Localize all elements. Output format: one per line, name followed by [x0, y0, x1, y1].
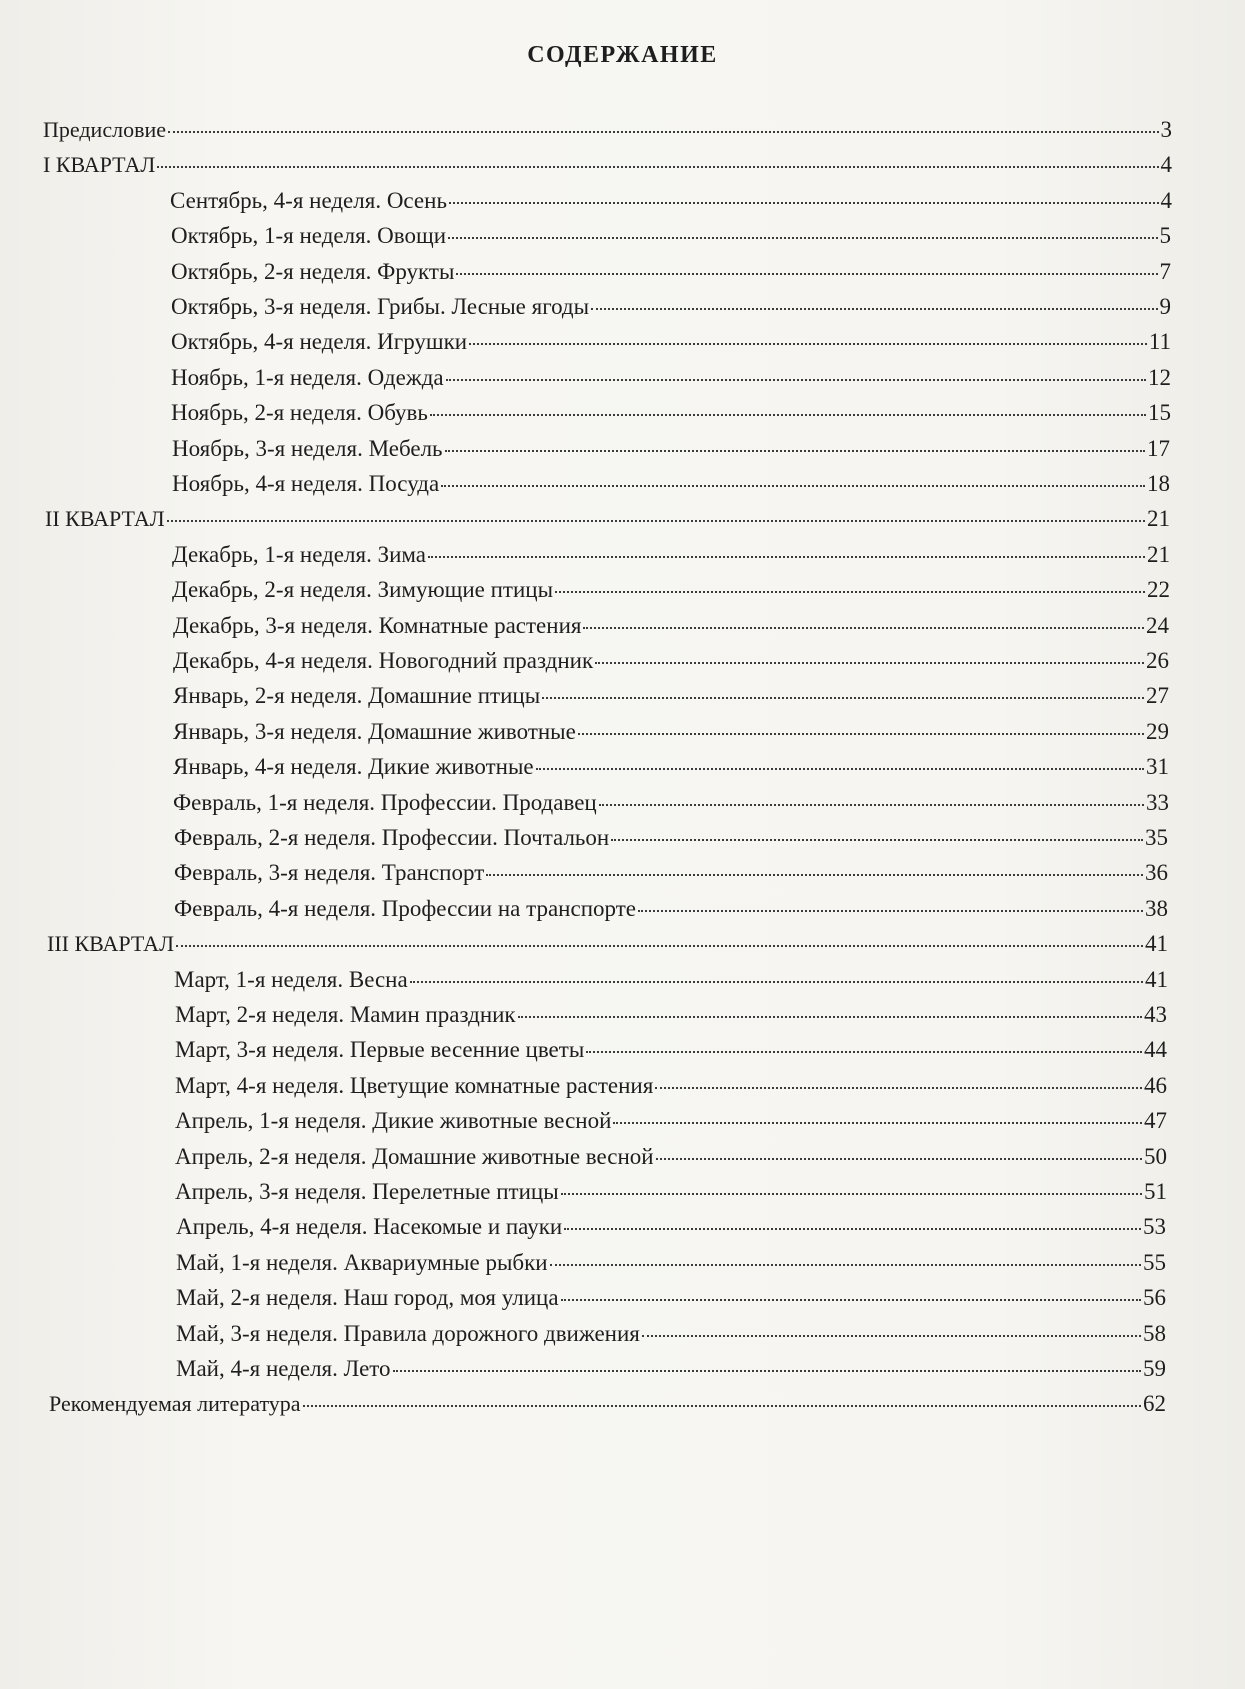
toc-entry: [171, 363, 1171, 393]
toc-entry-label: Май, 2-я неделя. Наш город, моя улица: [176, 1285, 559, 1311]
dot-leader: [542, 697, 1144, 699]
dot-leader: [599, 804, 1144, 806]
toc-entry-page-number: 59: [1143, 1356, 1166, 1381]
dot-leader: [638, 910, 1143, 912]
dot-leader: [168, 131, 1159, 133]
dot-leader: [613, 1122, 1142, 1124]
toc-entry-page-number: 4: [1160, 187, 1172, 213]
toc-entry-label: Февраль, 4-я неделя. Профессии на транспорте: [174, 895, 636, 921]
toc-entry-page-number: 53: [1143, 1214, 1166, 1240]
page-title: СОДЕРЖАНИЕ: [527, 42, 718, 68]
toc-entry: [171, 292, 1171, 322]
toc-entry: [173, 788, 1169, 818]
dot-leader: [486, 874, 1143, 876]
toc-entry-label: Январь, 2-я неделя. Домашние птицы: [173, 683, 541, 709]
dot-leader: [536, 768, 1144, 770]
toc-entry-page-number: 58: [1143, 1320, 1166, 1346]
toc-entry-page-number: 35: [1145, 825, 1168, 850]
dot-leader: [611, 839, 1143, 841]
toc-entry: [171, 398, 1171, 428]
toc-entry: [172, 434, 1170, 464]
toc-entry: [175, 1106, 1167, 1136]
toc-entry-page-number: 31: [1146, 754, 1169, 780]
toc-entry-page-number: 15: [1148, 400, 1171, 426]
toc-entry-label: Март, 1-я неделя. Весна: [174, 966, 408, 992]
toc-entry-top: [47, 929, 1168, 959]
toc-entry-label: Декабрь, 1-я неделя. Зима: [172, 541, 427, 567]
toc-entry-page-number: 4: [1160, 152, 1172, 178]
toc-entry-page-number: 44: [1144, 1037, 1167, 1063]
toc-entry: [173, 646, 1169, 676]
toc-entry-page-number: 24: [1146, 612, 1169, 638]
toc-entry-page-number: 21: [1147, 506, 1170, 532]
toc-entry: [175, 1071, 1167, 1101]
toc-entry: [174, 894, 1168, 924]
toc-entry-page-number: 22: [1147, 577, 1170, 603]
toc-entry-page-number: 47: [1144, 1108, 1167, 1134]
toc-entry-label: III КВАРТАЛ: [47, 931, 174, 957]
toc-entry-page-number: 38: [1145, 895, 1168, 921]
toc-entry: [176, 1248, 1166, 1278]
toc-entry: [174, 858, 1168, 888]
toc-entry-page-number: 41: [1145, 966, 1168, 992]
toc-entry-top: [45, 504, 1170, 534]
toc-entry-label: Апрель, 4-я неделя. Насекомые и пауки: [176, 1214, 563, 1240]
toc-entry-page-number: 11: [1148, 329, 1171, 355]
toc-entry: [173, 752, 1169, 782]
toc-entry-label: II КВАРТАЛ: [45, 506, 165, 532]
dot-leader: [176, 945, 1143, 947]
toc-entry-label: Март, 2-я неделя. Мамин праздник: [175, 1002, 516, 1027]
dot-leader: [446, 379, 1146, 381]
dot-leader: [449, 202, 1159, 204]
toc-entry-label: Октябрь, 3-я неделя. Грибы. Лесные ягоды: [171, 294, 590, 319]
toc-entry: [172, 540, 1170, 570]
dot-leader: [456, 273, 1157, 275]
toc-entry: [170, 186, 1172, 216]
toc-entry-label: Ноябрь, 4-я неделя. Посуда: [172, 471, 440, 496]
toc-entry-page-number: 33: [1146, 789, 1169, 815]
dot-leader: [561, 1193, 1142, 1195]
toc-entry-page-number: 43: [1144, 1002, 1167, 1027]
toc-entry-label: Декабрь, 4-я неделя. Новогодний праздник: [173, 648, 594, 673]
toc-entry-page-number: 36: [1145, 860, 1168, 886]
dot-leader: [550, 1264, 1141, 1266]
dot-leader: [469, 343, 1147, 345]
toc-entry-page-number: 55: [1143, 1249, 1166, 1275]
toc-entry-label: Сентябрь, 4-я неделя. Осень: [170, 187, 447, 213]
dot-leader: [642, 1335, 1141, 1337]
toc-entry-page-number: 51: [1144, 1179, 1167, 1204]
toc-entry-page-number: 29: [1146, 718, 1169, 744]
toc-entry-page-number: 9: [1159, 294, 1171, 319]
toc-entry: [175, 1177, 1167, 1207]
toc-entry-page-number: 12: [1148, 364, 1171, 390]
toc-entry: [175, 1000, 1167, 1030]
toc-entry-top: [49, 1389, 1166, 1419]
dot-leader: [586, 1051, 1142, 1053]
dot-leader: [448, 237, 1157, 239]
toc-entry-label: Февраль, 3-я неделя. Транспорт: [174, 860, 485, 886]
toc-entry-label: Февраль, 1-я неделя. Профессии. Продавец: [173, 789, 597, 815]
toc-entry-label: Октябрь, 4-я неделя. Игрушки: [171, 329, 468, 355]
toc-entry: [176, 1283, 1166, 1313]
dot-leader: [430, 414, 1146, 416]
toc-entry-label: Апрель, 1-я неделя. Дикие животные весной: [175, 1108, 612, 1134]
toc-entry: [171, 327, 1171, 357]
toc-entry: [176, 1319, 1166, 1349]
toc-entry-page-number: 26: [1146, 648, 1169, 673]
toc-entry-top: [43, 115, 1172, 145]
dot-leader: [157, 166, 1158, 168]
toc-entry: [176, 1212, 1166, 1242]
toc-entry-label: Май, 3-я неделя. Правила дорожного движения: [176, 1320, 640, 1346]
dot-leader: [583, 627, 1144, 629]
toc-entry-page-number: 17: [1147, 435, 1170, 461]
dot-leader: [410, 981, 1143, 983]
toc-entry: [172, 575, 1170, 605]
dot-leader: [595, 662, 1144, 664]
toc-entry: [173, 717, 1169, 747]
toc-entry: [174, 965, 1168, 995]
dot-leader: [393, 1370, 1141, 1372]
toc-entry-label: Март, 3-я неделя. Первые весенние цветы: [175, 1037, 585, 1063]
toc-entry: [176, 1354, 1166, 1384]
toc-entry-label: Декабрь, 3-я неделя. Комнатные растения: [173, 612, 582, 638]
dot-leader: [428, 556, 1145, 558]
toc-entry-label: Рекомендуемая литература: [49, 1391, 301, 1417]
toc-entry-label: Апрель, 3-я неделя. Перелетные птицы: [175, 1179, 559, 1204]
dot-leader: [578, 733, 1144, 735]
toc-entry-page-number: 56: [1143, 1285, 1166, 1311]
toc-entry-label: Май, 4-я неделя. Лето: [176, 1356, 391, 1381]
dot-leader: [564, 1228, 1141, 1230]
toc-entry-label: Февраль, 2-я неделя. Профессии. Почтальон: [174, 825, 610, 850]
dot-leader: [555, 591, 1145, 593]
dot-leader: [167, 520, 1145, 522]
toc-entry-label: Ноябрь, 1-я неделя. Одежда: [171, 364, 444, 390]
toc-entry-label: Ноябрь, 3-я неделя. Мебель: [172, 435, 443, 461]
toc-entry-page-number: 27: [1146, 683, 1169, 709]
toc-entry: [172, 469, 1170, 499]
dot-leader: [591, 308, 1157, 310]
toc-entry-label: Предисловие: [43, 117, 166, 142]
toc-entry-top: [43, 150, 1172, 180]
toc-entry-page-number: 50: [1144, 1143, 1167, 1169]
toc-entry-page-number: 5: [1159, 223, 1171, 249]
toc-entry-label: Январь, 3-я неделя. Домашние животные: [173, 718, 576, 744]
toc-entry-page-number: 18: [1147, 471, 1170, 496]
toc-entry-page-number: 62: [1143, 1391, 1166, 1417]
toc-entry-label: Ноябрь, 2-я неделя. Обувь: [171, 400, 428, 426]
toc-entry: [173, 681, 1169, 711]
toc-entry-page-number: 21: [1147, 541, 1170, 567]
toc-entry: [175, 1035, 1167, 1065]
dot-leader: [561, 1299, 1141, 1301]
toc-entry-label: Декабрь, 2-я неделя. Зимующие птицы: [172, 577, 554, 603]
dot-leader: [303, 1405, 1141, 1407]
toc-entry-page-number: 7: [1159, 258, 1171, 284]
dot-leader: [441, 485, 1145, 487]
toc-entry: [171, 221, 1171, 251]
toc-entry-label: Май, 1-я неделя. Аквариумные рыбки: [176, 1249, 548, 1275]
toc-entry-label: Октябрь, 1-я неделя. Овощи: [171, 223, 447, 249]
toc-entry-label: I КВАРТАЛ: [43, 152, 156, 178]
toc-entry: [175, 1142, 1167, 1172]
dot-leader: [655, 1087, 1142, 1089]
toc-entry-label: Апрель, 2-я неделя. Домашние животные весной: [175, 1143, 654, 1169]
toc-entry: [174, 823, 1168, 853]
dot-leader: [445, 450, 1145, 452]
toc-entry-label: Январь, 4-я неделя. Дикие животные: [173, 754, 534, 780]
dot-leader: [656, 1158, 1142, 1160]
toc-entry-page-number: 46: [1144, 1072, 1167, 1098]
toc-entry-label: Март, 4-я неделя. Цветущие комнатные растения: [175, 1072, 654, 1098]
toc-entry-page-number: 41: [1145, 931, 1168, 957]
dot-leader: [518, 1016, 1142, 1018]
toc-entry-label: Октябрь, 2-я неделя. Фрукты: [171, 258, 455, 284]
toc-entry-page-number: 3: [1160, 117, 1172, 142]
toc-entry: [173, 611, 1169, 641]
toc-entry: [171, 257, 1171, 287]
